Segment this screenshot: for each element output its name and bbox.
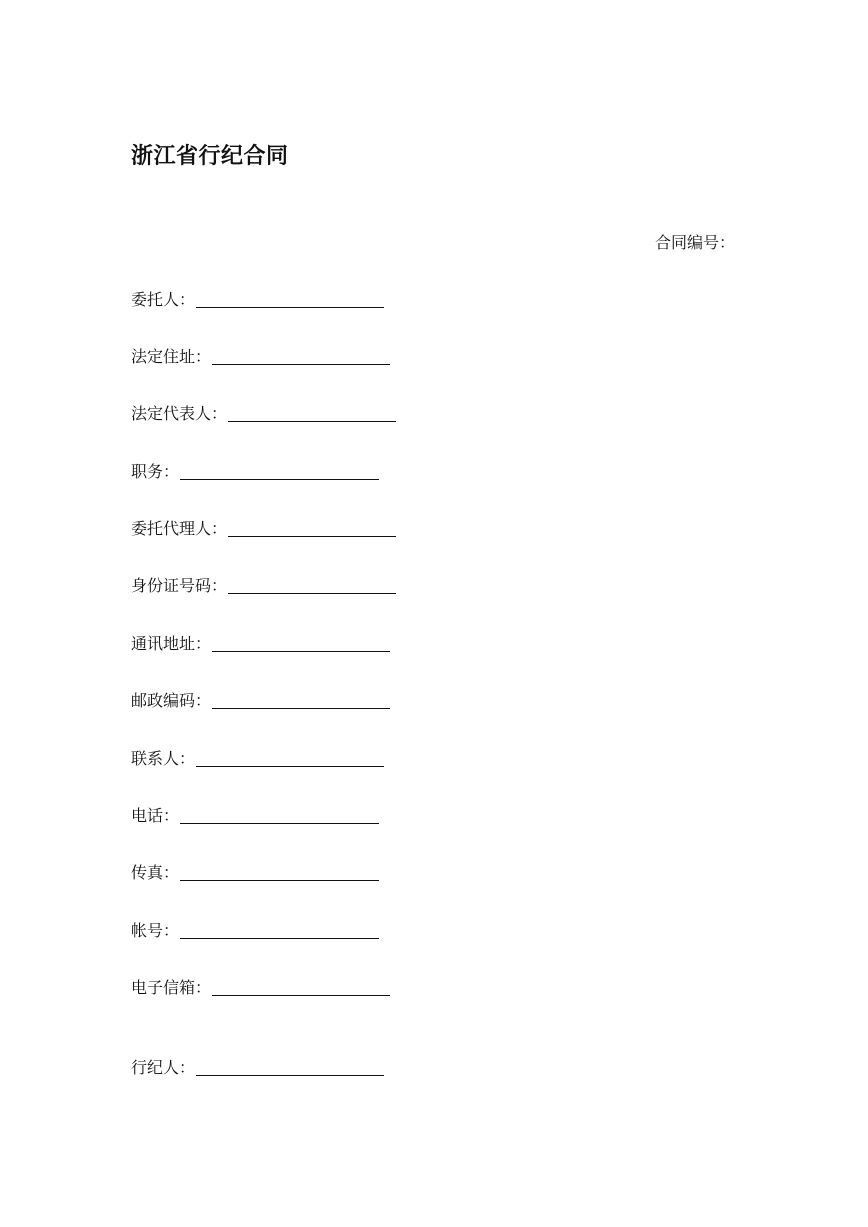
document-title: 浙江省行纪合同 [131, 144, 289, 169]
field-label: 电子信箱： [131, 978, 212, 997]
field-blank-line [180, 808, 379, 824]
field-blank-line [180, 923, 379, 939]
field-fax [131, 862, 379, 884]
contract-number-label: 合同编号： [654, 233, 735, 252]
field-blank-line [212, 980, 390, 996]
field-blank-line [228, 406, 396, 422]
field-blank-line [180, 865, 379, 881]
field-account-number [131, 920, 379, 942]
field-mailing-address [131, 633, 390, 655]
field-legal-address [131, 346, 390, 368]
field-label: 通讯地址： [131, 634, 212, 653]
field-principal [131, 289, 384, 311]
field-label: 法定代表人： [131, 404, 228, 423]
field-broker [131, 1057, 384, 1079]
field-label: 邮政编码： [131, 691, 212, 710]
field-blank-line [228, 521, 396, 537]
field-email [131, 977, 390, 999]
field-label: 委托人： [131, 290, 196, 309]
field-authorized-agent [131, 518, 396, 540]
field-label: 身份证号码： [131, 576, 228, 595]
field-blank-line [180, 464, 379, 480]
field-label: 电话： [131, 806, 180, 825]
field-legal-representative [131, 403, 396, 425]
field-label: 帐号： [131, 921, 180, 940]
field-blank-line [212, 693, 390, 709]
field-blank-line [196, 751, 384, 767]
field-postal-code [131, 690, 390, 712]
field-label: 委托代理人： [131, 519, 228, 538]
field-label: 传真： [131, 863, 180, 882]
field-blank-line [228, 578, 396, 594]
field-label: 职务： [131, 462, 180, 481]
field-label: 法定住址： [131, 347, 212, 366]
field-blank-line [212, 349, 390, 365]
field-blank-line [196, 292, 384, 308]
field-contact-person [131, 748, 384, 770]
field-telephone [131, 805, 379, 827]
field-id-number [131, 575, 396, 597]
field-position [131, 461, 379, 483]
field-blank-line [212, 636, 390, 652]
field-blank-line [196, 1060, 384, 1076]
field-label: 联系人： [131, 749, 196, 768]
field-label: 行纪人： [131, 1058, 196, 1077]
